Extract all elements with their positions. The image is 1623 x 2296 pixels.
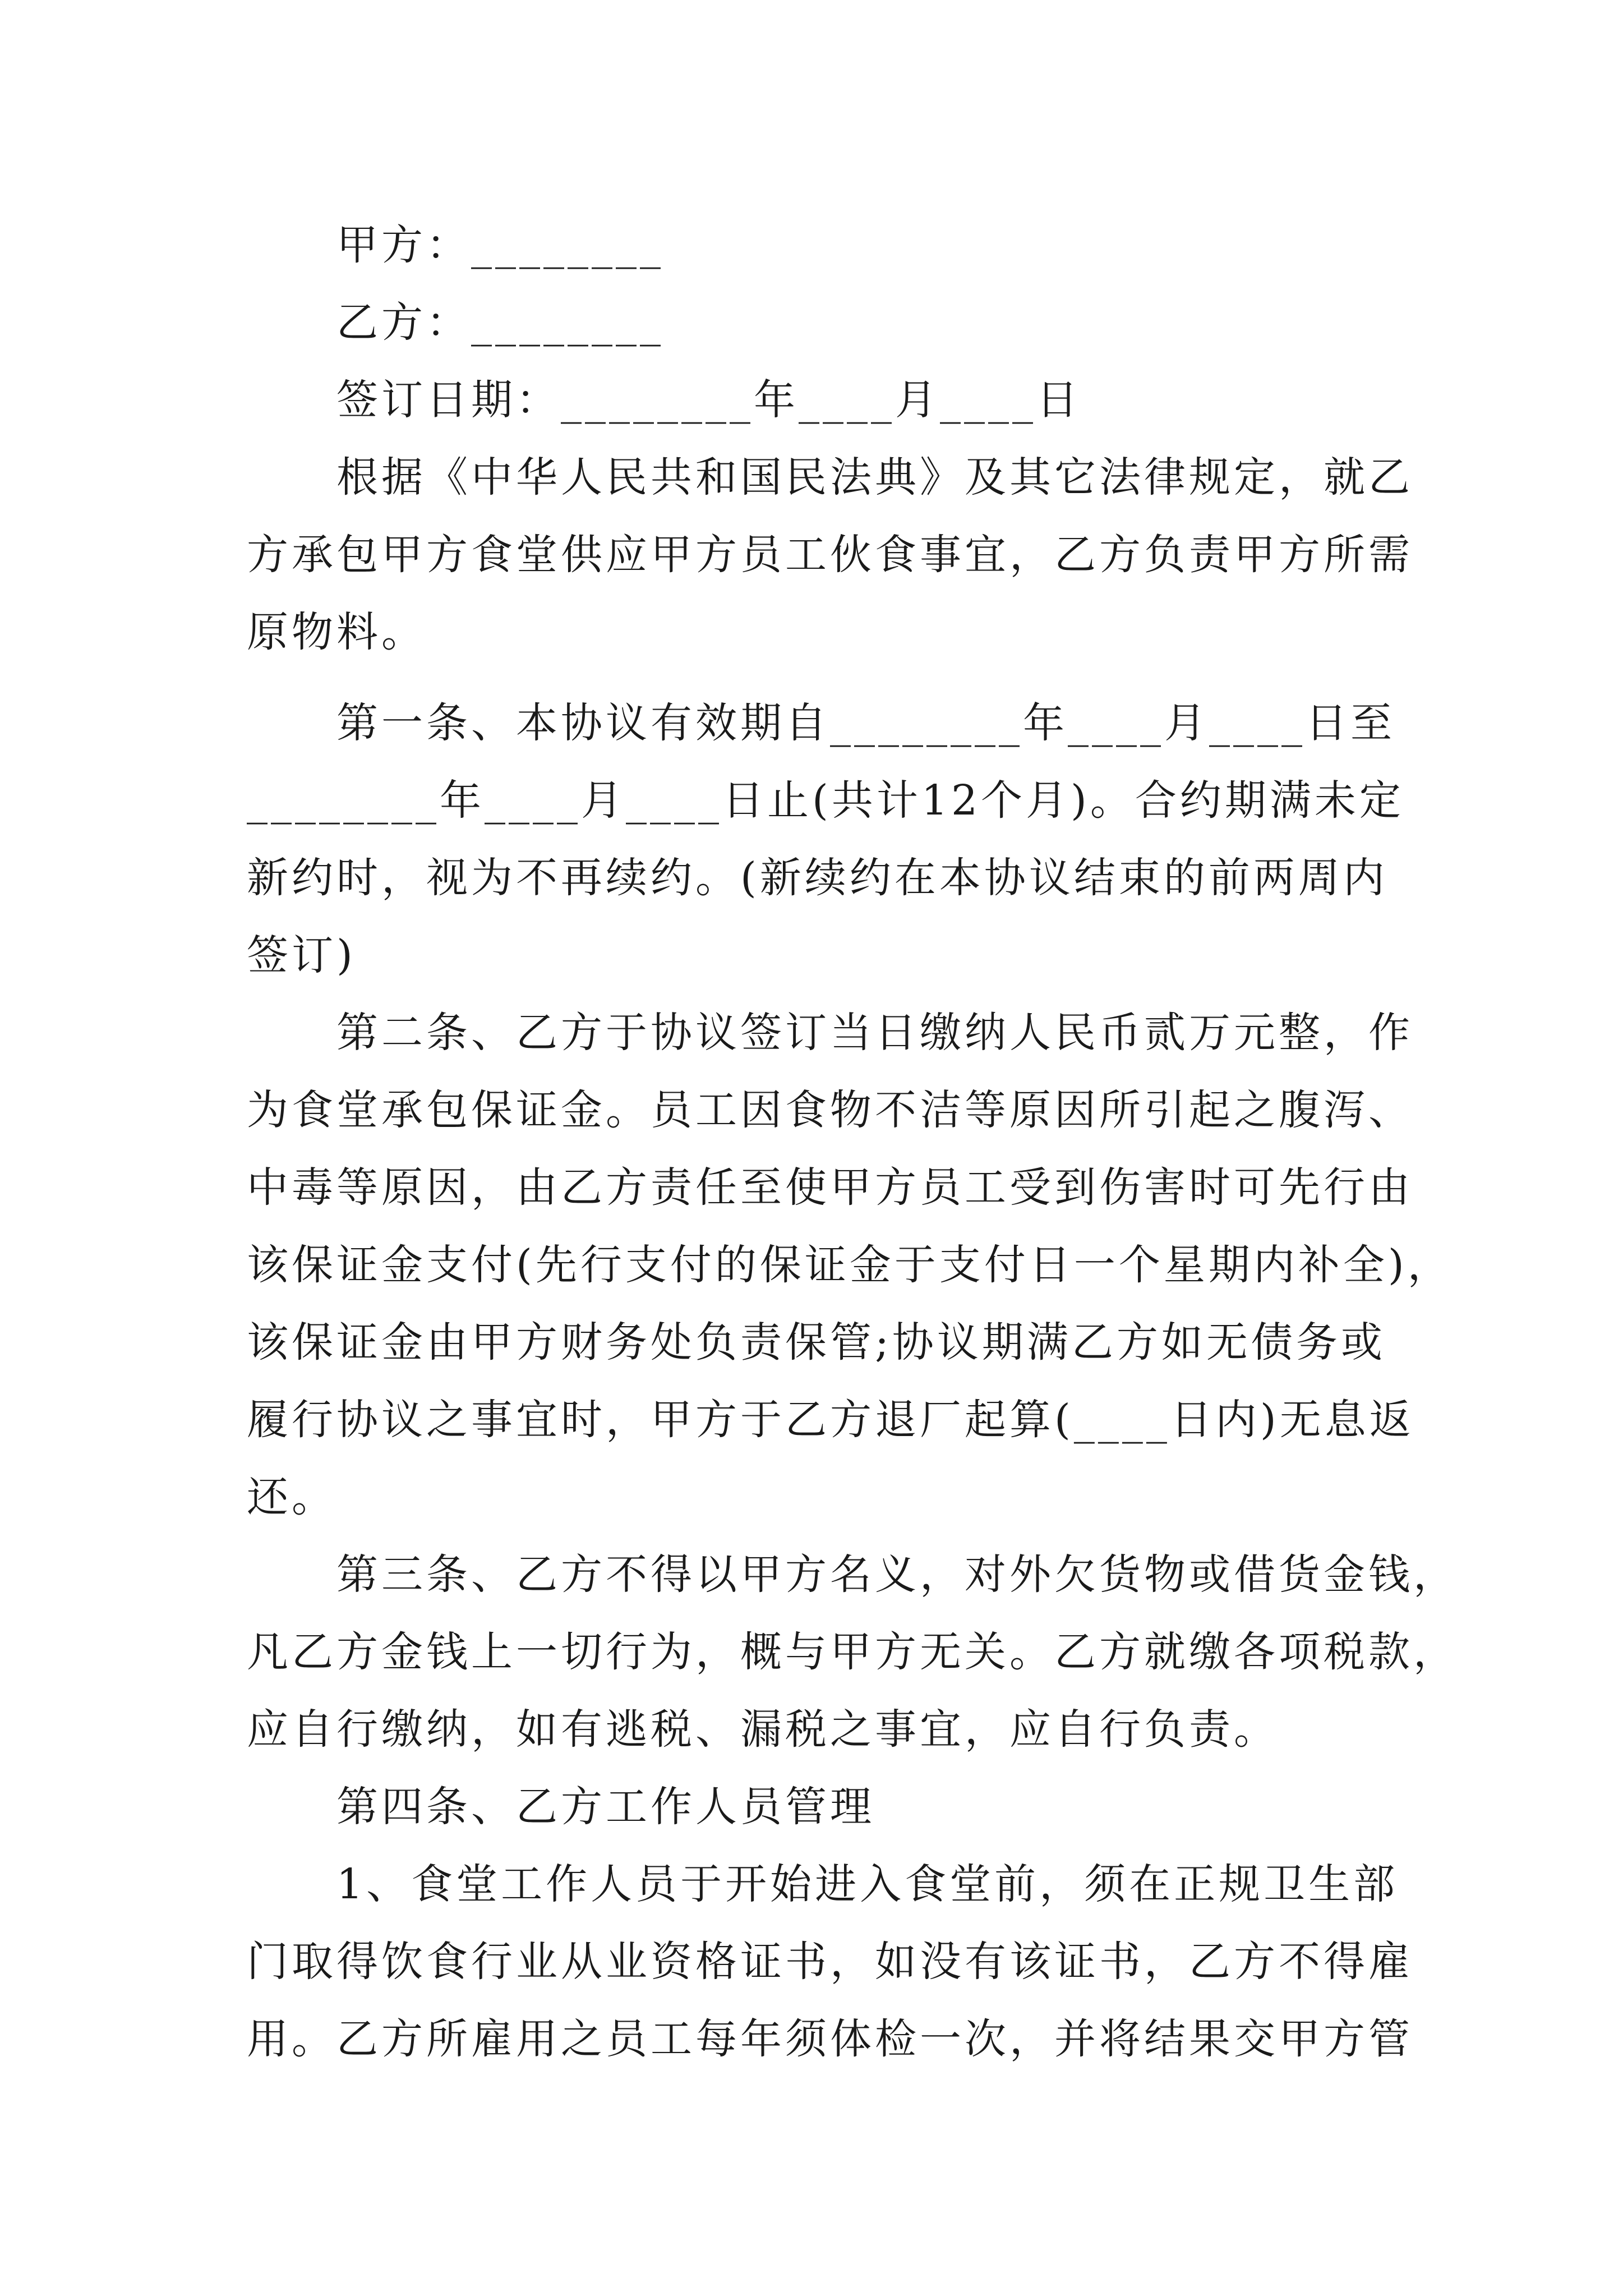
- article2-line: 该保证金支付(先行支付的保证金于支付日一个星期内补全)，: [247, 1241, 1453, 1289]
- article3-line: 应自行缴纳，如有逃税、漏税之事宜，应自行负责。: [247, 1705, 1279, 1754]
- signing-date-line: 签订日期：________年____月____日: [336, 376, 1081, 424]
- article4-item1-line: 门取得饮食行业从业资格证书，如没有该证书，乙方不得雇: [247, 1938, 1413, 1986]
- article2-line: 第二条、乙方于协议签订当日缴纳人民币贰万元整，作: [336, 1009, 1413, 1057]
- party-a-line: 甲方：________: [336, 221, 664, 269]
- party-b-line: 乙方：________: [336, 298, 664, 347]
- article1-line: ________年____月____日止(共计12个月)。合约期满未定: [247, 776, 1404, 825]
- article1-line: 签订): [247, 931, 356, 979]
- article2-line: 履行协议之事宜时，甲方于乙方退厂起算(____日内)无息返: [247, 1396, 1414, 1444]
- article1-line: 第一条、本协议有效期自________年____月____日至: [336, 699, 1395, 747]
- article3-line: 第三条、乙方不得以甲方名义，对外欠货物或借货金钱，: [336, 1550, 1458, 1599]
- article1-line: 新约时，视为不再续约。(新续约在本协议结束的前两周内: [247, 854, 1388, 902]
- article2-line: 还。: [247, 1473, 336, 1521]
- article4-item1-line: 1、食堂工作人员于开始进入食堂前，须在正规卫生部: [336, 1860, 1399, 1908]
- article4-title: 第四条、乙方工作人员管理: [336, 1783, 875, 1831]
- article2-line: 为食堂承包保证金。员工因食物不洁等原因所引起之腹泻、: [247, 1086, 1413, 1134]
- article4-item1-line: 用。乙方所雇用之员工每年须体检一次，并将结果交甲方管: [247, 2015, 1413, 2063]
- article3-line: 凡乙方金钱上一切行为，概与甲方无关。乙方就缴各项税款，: [247, 1628, 1458, 1676]
- preamble-line: 根据《中华人民共和国民法典》及其它法律规定，就乙: [336, 453, 1413, 501]
- preamble-line: 原物料。: [247, 608, 426, 656]
- article2-line: 该保证金由甲方财务处负责保管;协议期满乙方如无债务或: [247, 1318, 1386, 1366]
- document-body: [247, 206, 1458, 2078]
- preamble-line: 方承包甲方食堂供应甲方员工伙食事宜，乙方负责甲方所需: [247, 531, 1413, 579]
- article2-line: 中毒等原因，由乙方责任至使甲方员工受到伤害时可先行由: [247, 1163, 1413, 1212]
